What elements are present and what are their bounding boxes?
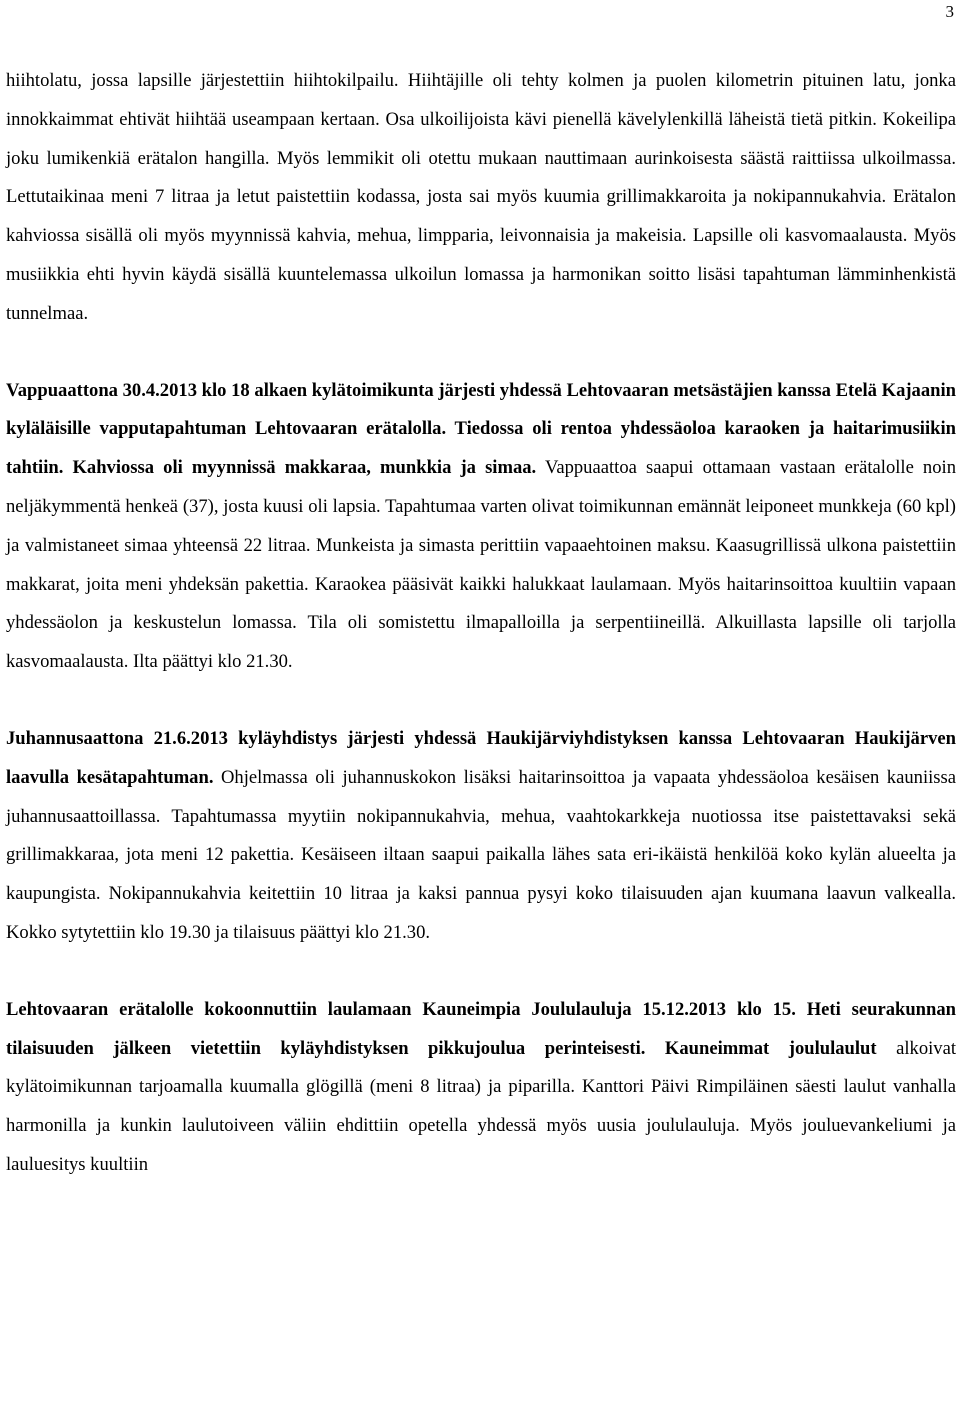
- paragraph-text: alkoivat kylätoimikunnan tarjoamalla kuumalla glögillä (meni 8 litraa) ja piparilla. Kanttori Päivi Rimpiläinen säesti laulut vanhalla harmonilla ja kunkin laulutoiveen väliin ehdittiin opetella yhdessä myös uusia joululauluja. Myös jouluevankeliumi ja lauluesitys kuultiin: [6, 1037, 956, 1175]
- paragraph-text: hiihtolatu, jossa lapsille järjestettiin hiihtokilpailu. Hiihtäjille oli tehty kolmen ja puolen kilometrin pituinen latu, jonka innokkaimmat ehtivät hiihtää useampaan kertaan. Osa ulkoilijoista kävi pienellä kävelylenkillä läheistä tietä pitkin. Kokeilipa joku lumikenkiä erätalon hangilla. Myös lemmikit oli otettu mukaan nauttimaan aurinkoisesta säästä raittiissa ulkoilmassa. Lettutaikinaa meni 7 litraa ja letut paistettiin kodassa, josta sai myös kuumia grillimakkaroita ja nokipannukahvia. Erätalon kahviossa sisällä oli myös myynnissä kahvia, mehua, limpparia, leivonnaisia ja makeisia. Lapsille oli kasvomaalausta. Myös musiikkia ehti hyvin käydä sisällä kuuntelemassa ulkoilun lomassa ja harmonikan soitto lisäsi tapahtuman lämminhenkistä tunnelmaa.: [6, 70, 956, 324]
- paragraph-bold-lead: Lehtovaaran erätalolle kokoonnuttiin laulamaan Kauneimpia Joululauluja 15.12.2013 klo 15. Heti seurakunnan tilaisuuden jälkeen vietettiin kyläyhdistyksen pikkujoulua perinteisesti. Kauneimmat joululaulut: [6, 998, 956, 1059]
- paragraph-vappuaatto: [6, 372, 956, 682]
- paragraph-bold-lead: Vappuaattona 30.4.2013 klo 18 alkaen kylätoimikunta järjesti yhdessä Lehtovaaran metsästäjien kanssa Etelä Kajaanin kyläläisille vapputapahtuman Lehtovaaran erätalolla. Tiedossa oli rentoa yhdessäoloa karaoken ja haitarimusiikin tahtiin. Kahviossa oli myynnissä makkaraa, munkkia ja simaa.: [6, 379, 956, 479]
- paragraph-juhannusaatto: [6, 720, 956, 953]
- page-number: 3: [945, 2, 954, 21]
- document-body: [6, 62, 956, 1185]
- paragraph-joululaulut: [6, 991, 956, 1185]
- paragraph-bold-lead: Juhannusaattona 21.6.2013 kyläyhdistys järjesti yhdessä Haukijärviyhdistyksen kanssa Lehtovaaran Haukijärven laavulla kesätapahtuman.: [6, 727, 956, 788]
- paragraph-text: Ohjelmassa oli juhannuskokon lisäksi haitarinsoittoa ja vapaata yhdessäoloa kesäisen kauniissa juhannusaattoillassa. Tapahtumassa myytiin nokipannukahvia, mehua, vaahtokarkkeja nuotiossa itse paistettavaksi sekä grillimakkaraa, jota meni 12 pakettia. Kesäiseen iltaan saapui paikalla lähes sata eri-ikäistä henkilöä koko kylän alueelta ja kaupungista. Nokipannukahvia keitettiin 10 litraa ja kaksi pannua pysyi koko tilaisuuden ajan kuumana laavun valkealla. Kokko sytytettiin klo 19.30 ja tilaisuus päättyi klo 21.30.: [6, 766, 956, 943]
- paragraph-ski-event-continued: [6, 62, 956, 334]
- paragraph-text: Vappuaattoa saapui ottamaan vastaan erätalolle noin neljäkymmentä henkeä (37), josta kuusi oli lapsia. Tapahtumaa varten olivat toimikunnan emännät leiponeet munkkeja (60 kpl) ja valmistaneet simaa yhteensä 22 litraa. Munkeista ja simasta perittiin vapaaehtoinen maksu. Kaasugrillissä ulkona paistettiin makkarat, joita meni yhdeksän pakettia. Karaokea pääsivät kaikki halukkaat laulamaan. Myös haitarinsoittoa kuultiin vapaan yhdessäolon ja keskustelun lomassa. Tila oli somistettu ilmapalloilla ja serpentiineillä. Alkuillasta lapsille oli tarjolla kasvomaalausta. Ilta päättyi klo 21.30.: [6, 457, 956, 673]
